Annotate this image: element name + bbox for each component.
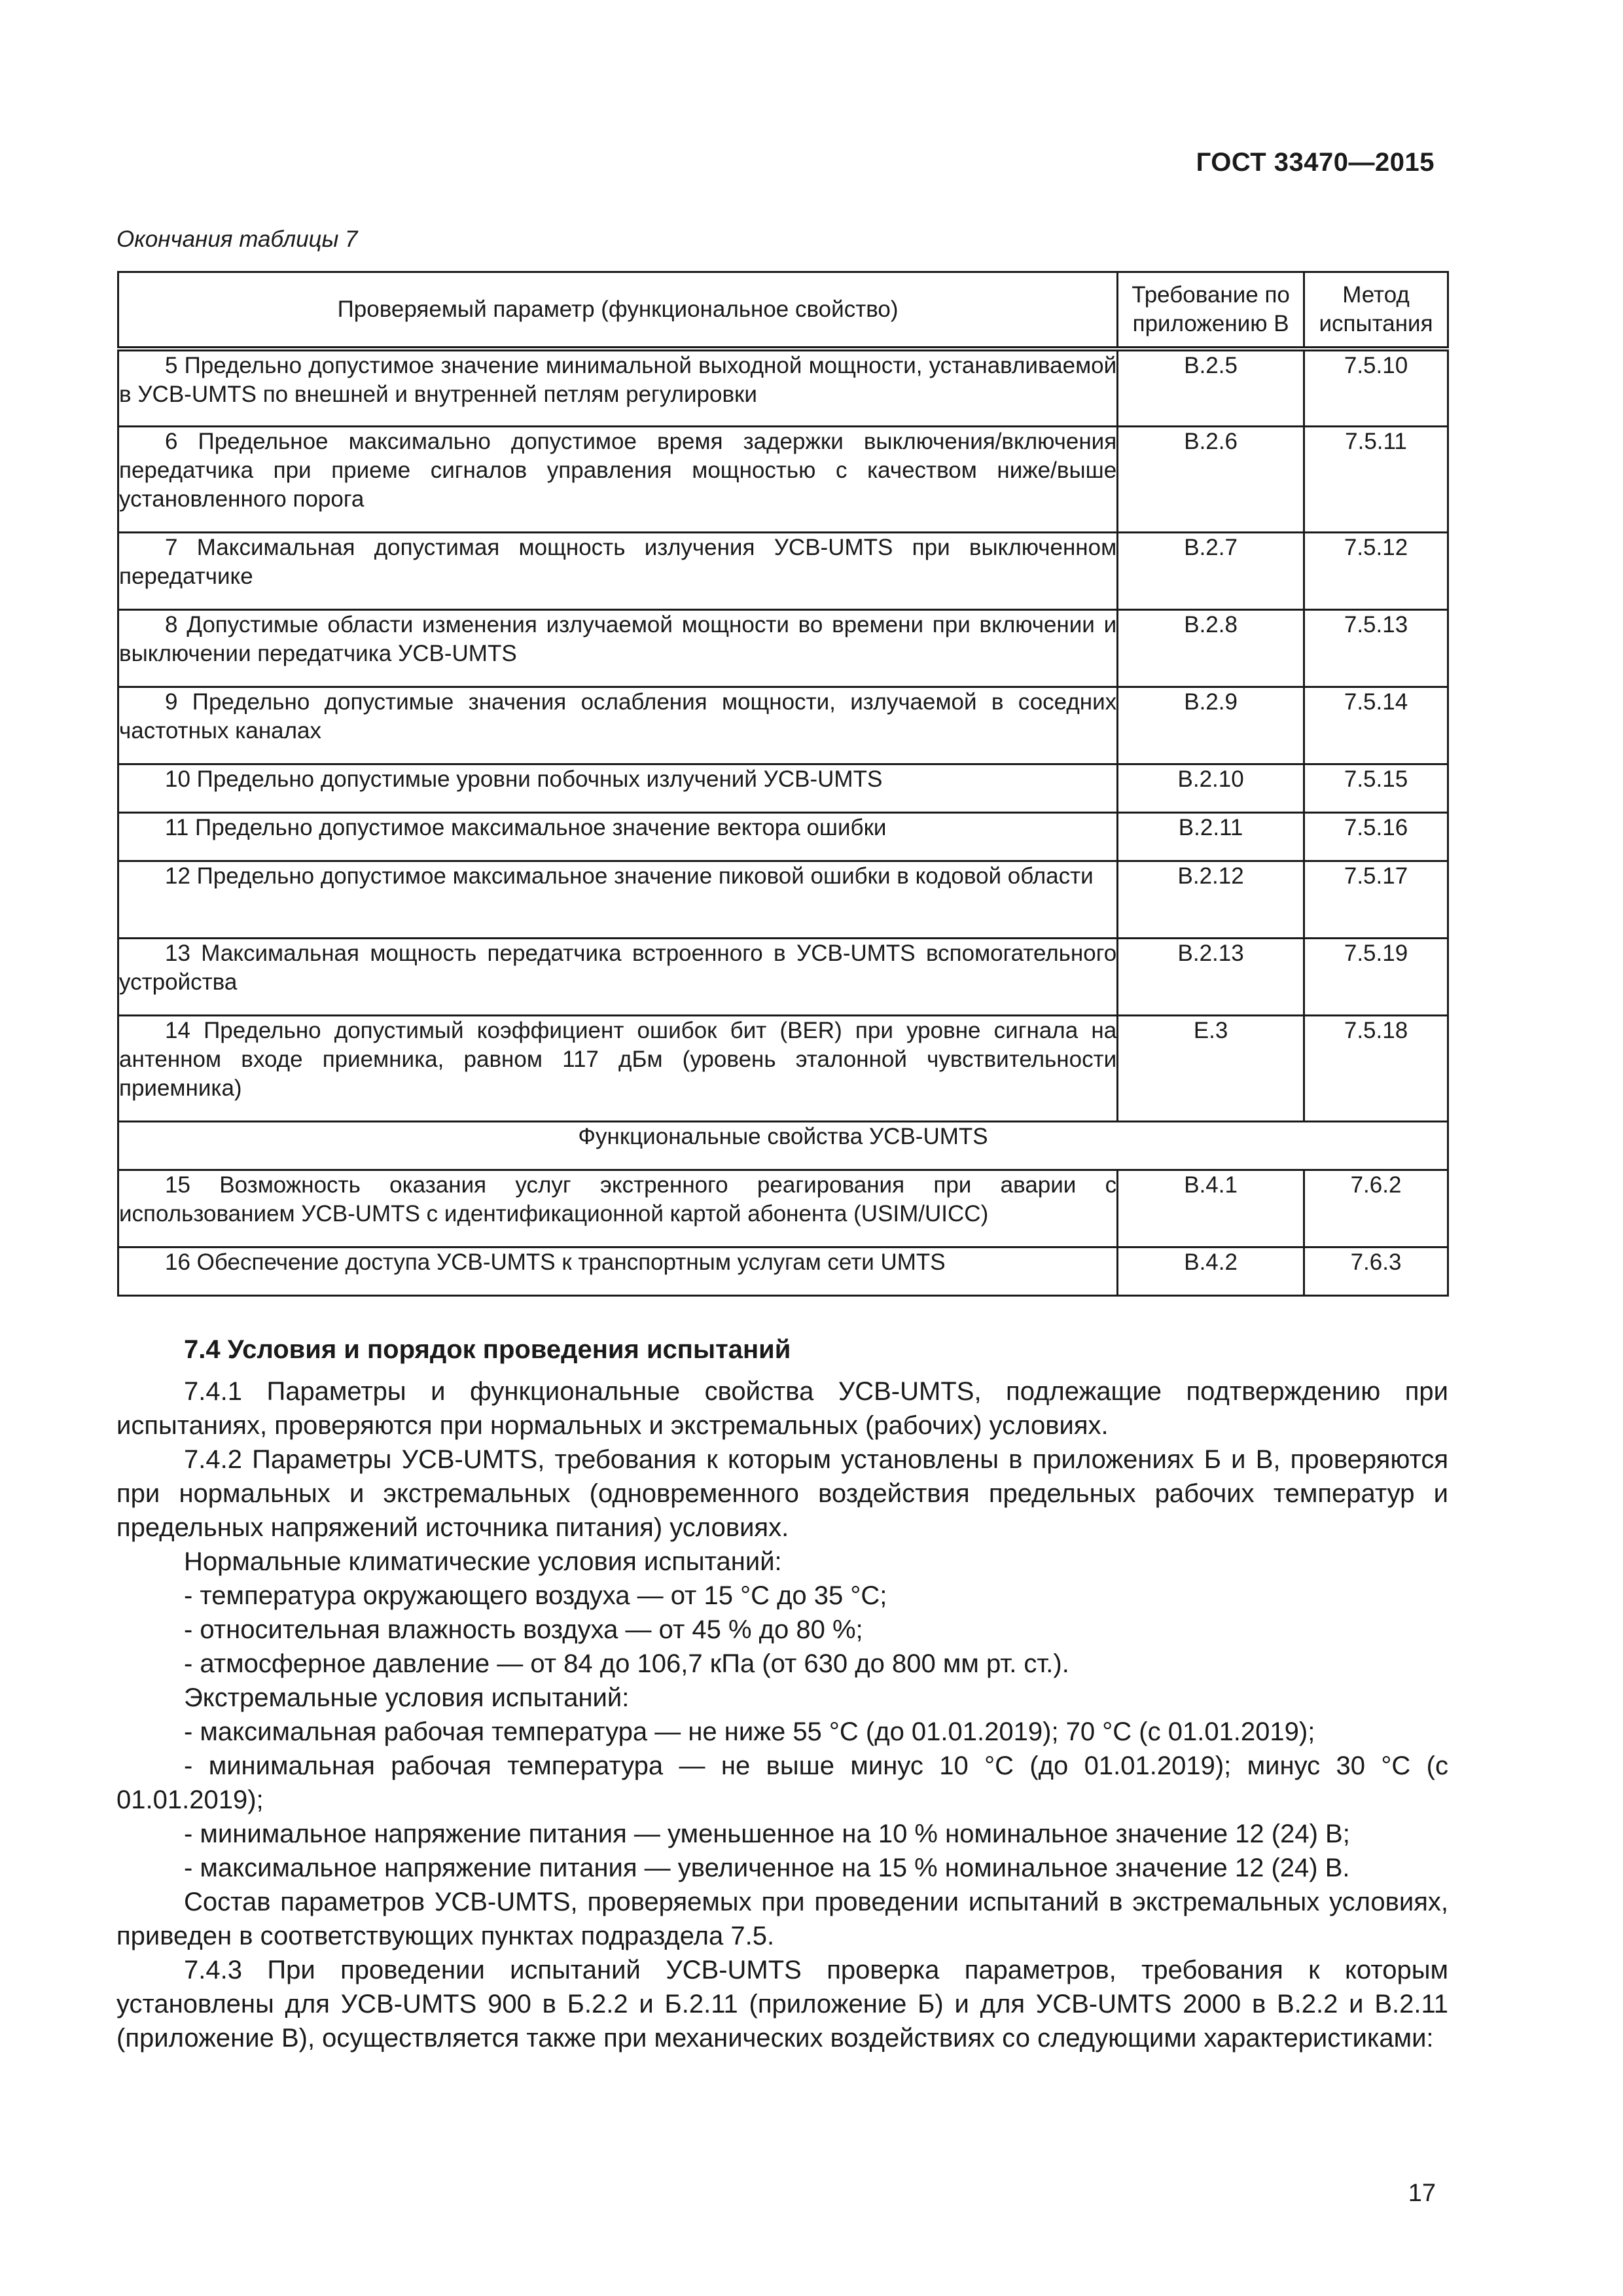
row-requirement: В.2.6 <box>1118 426 1304 532</box>
row-method: 7.6.2 <box>1304 1170 1448 1247</box>
row-requirement: Е.3 <box>1118 1015 1304 1121</box>
row-requirement: В.2.9 <box>1118 687 1304 764</box>
table-row <box>118 609 1448 687</box>
table-row <box>118 764 1448 812</box>
row-parameter: 6 Предельное максимально допустимое время задержки выключения/включения передатчика при приеме сигналов управления мощностью с качеством ниже/выше установленного порога <box>118 426 1118 532</box>
table-row <box>118 938 1448 1015</box>
list-item: - атмосферное давление — от 84 до 106,7 кПа (от 630 до 800 мм рт. ст.). <box>184 1649 1069 1678</box>
table-row <box>118 1015 1448 1121</box>
table-header-row <box>118 272 1448 350</box>
paragraph: 7.4.2 Параметры УСВ-UMTS, требования к которым установлены в приложениях Б и В, проверяются при нормальных и экстремальных (одновременного воздействия предельных рабочих температур и предельных напряжений источника питания) условиях. <box>116 1445 1448 1542</box>
table-section-row <box>118 1121 1448 1170</box>
table-row <box>118 861 1448 938</box>
row-requirement: В.2.11 <box>1118 812 1304 861</box>
paragraph: 7.4.1 Параметры и функциональные свойства УСВ-UMTS, подлежащие подтверждению при испытаниях, проверяются при нормальных и экстремальных (рабочих) условиях. <box>116 1377 1448 1440</box>
row-method: 7.5.12 <box>1304 532 1448 609</box>
table-caption: Окончания таблицы 7 <box>116 226 358 252</box>
row-parameter: 9 Предельно допустимые значения ослабления мощности, излучаемой в соседних частотных каналах <box>118 687 1118 764</box>
row-parameter: 12 Предельно допустимое максимальное значение пиковой ошибки в кодовой области <box>118 861 1118 938</box>
row-method: 7.5.10 <box>1304 349 1448 426</box>
row-parameter: 7 Максимальная допустимая мощность излучения УСВ-UMTS при выключенном передатчике <box>118 532 1118 609</box>
table-row <box>118 426 1448 532</box>
row-method: 7.5.18 <box>1304 1015 1448 1121</box>
table-row <box>118 1247 1448 1295</box>
table-row <box>118 687 1448 764</box>
document-id: ГОСТ 33470—2015 <box>1196 148 1435 177</box>
parameters-table <box>117 271 1449 1297</box>
row-requirement: В.2.5 <box>1118 349 1304 426</box>
list-item: - минимальное напряжение питания — уменьшенное на 10 % номинальное значение 12 (24) В; <box>184 1820 1350 1848</box>
row-parameter: 16 Обеспечение доступа УСВ-UMTS к транспортным услугам сети UMTS <box>118 1247 1118 1295</box>
paragraph: 7.4.3 При проведении испытаний УСВ-UMTS проверка параметров, требования к которым установлены для УСВ-UMTS 900 в Б.2.2 и Б.2.11 (приложение Б) и для УСВ-UMTS 2000 в В.2.2 и В.2.11 (приложение В), осуществляется также при механических воздействиях со следующими характеристиками: <box>116 1956 1448 2053</box>
row-method: 7.6.3 <box>1304 1247 1448 1295</box>
row-method: 7.5.14 <box>1304 687 1448 764</box>
row-parameter: 10 Предельно допустимые уровни побочных излучений УСВ-UMTS <box>118 764 1118 812</box>
row-method: 7.5.13 <box>1304 609 1448 687</box>
row-requirement: В.2.12 <box>1118 861 1304 938</box>
row-method: 7.5.17 <box>1304 861 1448 938</box>
row-method: 7.5.19 <box>1304 938 1448 1015</box>
row-parameter: 13 Максимальная мощность передатчика встроенного в УСВ-UMTS вспомогательного устройства <box>118 938 1118 1015</box>
row-method: 7.5.16 <box>1304 812 1448 861</box>
list-item: - относительная влажность воздуха — от 45 % до 80 %; <box>184 1615 863 1644</box>
row-requirement: В.2.10 <box>1118 764 1304 812</box>
row-requirement: В.4.2 <box>1118 1247 1304 1295</box>
list-item: - максимальное напряжение питания — увеличенное на 15 % номинальное значение 12 (24) В. <box>184 1854 1350 1882</box>
section-label: Функциональные свойства УСВ-UMTS <box>118 1121 1448 1170</box>
list-item: - минимальная рабочая температура — не выше минус 10 °С (до 01.01.2019); минус 30 °С (с 01.01.2019); <box>116 1751 1448 1814</box>
paragraph: Нормальные климатические условия испытаний: <box>184 1547 782 1576</box>
table-row <box>118 349 1448 426</box>
column-header-parameter: Проверяемый параметр (функциональное свойство) <box>118 272 1118 350</box>
row-requirement: В.2.13 <box>1118 938 1304 1015</box>
row-requirement: В.2.8 <box>1118 609 1304 687</box>
row-method: 7.5.11 <box>1304 426 1448 532</box>
table-row <box>118 1170 1448 1247</box>
row-parameter: 8 Допустимые области изменения излучаемой мощности во времени при включении и выключении передатчика УСВ-UMTS <box>118 609 1118 687</box>
row-requirement: В.4.1 <box>1118 1170 1304 1247</box>
table-row <box>118 812 1448 861</box>
table-row <box>118 532 1448 609</box>
body-text <box>116 1333 1448 2055</box>
list-item: - максимальная рабочая температура — не ниже 55 °С (до 01.01.2019); 70 °С (с 01.01.2019); <box>184 1717 1315 1746</box>
row-parameter: 5 Предельно допустимое значение минимальной выходной мощности, устанавливаемой в УСВ-UMTS по внешней и внутренней петлям регулировки <box>118 349 1118 426</box>
row-parameter: 14 Предельно допустимый коэффициент ошибок бит (BER) при уровне сигнала на антенном входе приемника, равном 117 дБм (уровень эталонной чувствительности приемника) <box>118 1015 1118 1121</box>
row-requirement: В.2.7 <box>1118 532 1304 609</box>
column-header-requirement: Требование по приложению В <box>1118 272 1304 350</box>
column-header-method: Метод испытания <box>1304 272 1448 350</box>
row-parameter: 15 Возможность оказания услуг экстренного реагирования при аварии с использованием УСВ-UMTS с идентификационной картой абонента (USIM/UICC) <box>118 1170 1118 1247</box>
section-heading: 7.4 Условия и порядок проведения испытаний <box>184 1335 791 1364</box>
page-number: 17 <box>1408 2179 1436 2207</box>
row-parameter: 11 Предельно допустимое максимальное значение вектора ошибки <box>118 812 1118 861</box>
row-method: 7.5.15 <box>1304 764 1448 812</box>
paragraph: Экстремальные условия испытаний: <box>184 1683 630 1712</box>
paragraph: Состав параметров УСВ-UMTS, проверяемых при проведении испытаний в экстремальных условиях, приведен в соответствующих пунктах подраздела 7.5. <box>116 1888 1448 1950</box>
list-item: - температура окружающего воздуха — от 15 °С до 35 °С; <box>184 1581 887 1610</box>
